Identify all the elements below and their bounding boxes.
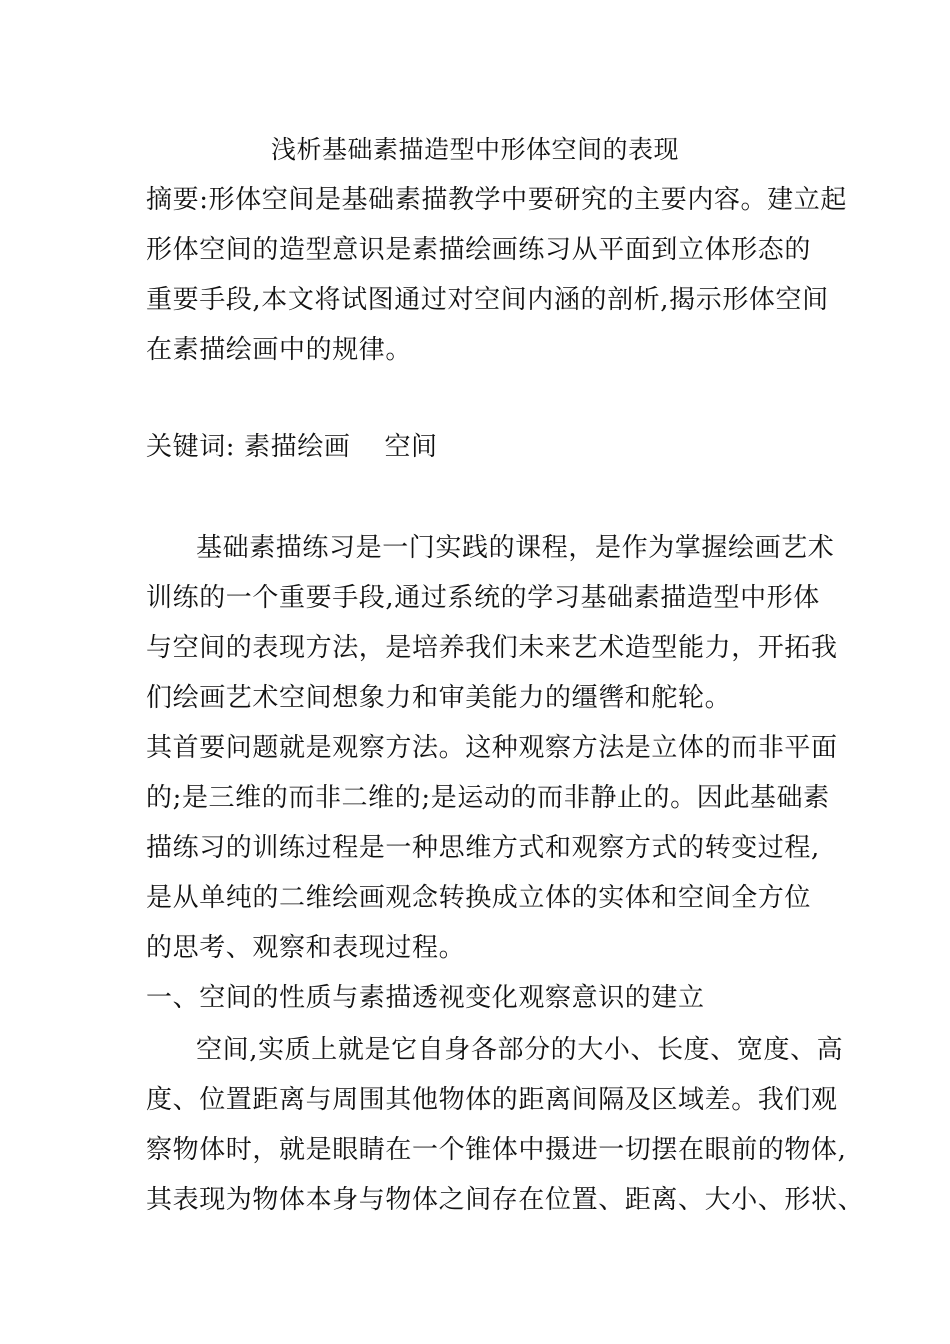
paragraph-line: 的;是三维的而非二维的;是运动的而非静止的。因此基础素	[146, 783, 830, 813]
abstract-line: 摘要:形体空间是基础素描教学中要研究的主要内容。建立起	[146, 185, 847, 215]
abstract-line: 形体空间的造型意识是素描绘画练习从平面到立体形态的	[146, 235, 812, 265]
paragraph-line: 是从单纯的二维绘画观念转换成立体的实体和空间全方位	[146, 883, 812, 913]
document-title: 浅析基础素描造型中形体空间的表现	[270, 135, 679, 164]
paragraph-line: 描练习的训练过程是一种思维方式和观察方式的转变过程,	[146, 833, 820, 863]
abstract-line: 重要手段,本文将试图通过对空间内涵的剖析,揭示形体空间	[146, 285, 829, 315]
keywords-label: 关键词: 素描绘画	[146, 432, 351, 462]
paragraph-line: 基础素描练习是一门实践的课程，是作为掌握绘画艺术	[196, 533, 835, 563]
paragraph-line: 其首要问题就是观察方法。这种观察方法是立体的而非平面	[146, 733, 838, 763]
paragraph-line: 度、位置距离与周围其他物体的距离间隔及区域差。我们观	[146, 1085, 838, 1115]
paragraph-line: 空间,实质上就是它自身各部分的大小、长度、宽度、高	[196, 1035, 844, 1065]
paragraph-line: 训练的一个重要手段,通过系统的学习基础素描造型中形体	[146, 583, 820, 613]
section-heading: 一、空间的性质与素描透视变化观察意识的建立	[146, 983, 705, 1013]
paragraph-line: 的思考、观察和表现过程。	[146, 933, 466, 963]
abstract-line: 在素描绘画中的规律。	[146, 335, 413, 365]
keywords-line	[146, 427, 816, 467]
paragraph-line: 察物体时，就是眼睛在一个锥体中摄进一切摆在眼前的物体,	[146, 1135, 847, 1165]
paragraph-line: 们绘画艺术空间想象力和审美能力的缰辔和舵轮。	[146, 683, 732, 713]
paragraph-line: 与空间的表现方法，是培养我们未来艺术造型能力，开拓我	[146, 633, 838, 663]
keyword-space: 空间	[384, 432, 438, 462]
paragraph-line: 其表现为物体本身与物体之间存在位置、距离、大小、形状、	[146, 1185, 865, 1215]
